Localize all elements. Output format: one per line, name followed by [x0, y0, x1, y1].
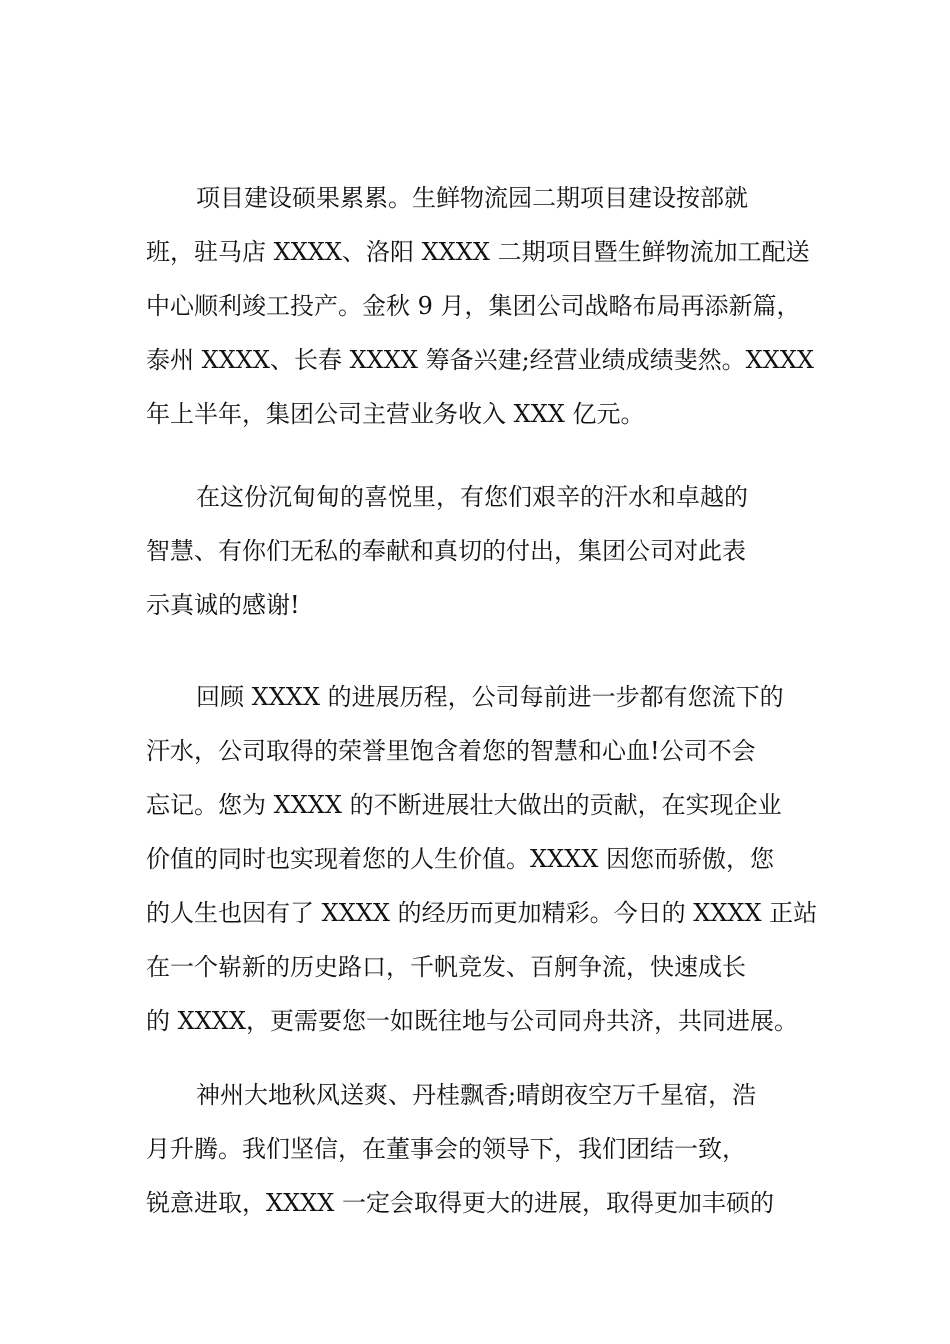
paragraph-line: 中心顺利竣工投产。金秋 9 月，集团公司战略布局再添新篇， — [146, 292, 801, 320]
paragraph-review — [146, 670, 816, 1048]
paragraph-line: 年上半年，集团公司主营业务收入 XXX 亿元。 — [146, 400, 645, 428]
paragraph-line: 锐意进取，XXXX 一定会取得更大的进展，取得更加丰硕的 — [146, 1189, 774, 1217]
paragraph-line: 项目建设硕果累累。生鲜物流园二期项目建设按部就 — [196, 184, 748, 212]
paragraph-line: 的人生也因有了 XXXX 的经历而更加精彩。今日的 XXXX 正站 — [146, 899, 818, 927]
paragraph-thanks — [146, 470, 816, 632]
paragraph-line: 的 XXXX，更需要您一如既往地与公司同舟共济，共同进展。 — [146, 1007, 798, 1035]
paragraph-line: 智慧、有你们无私的奉献和真切的付出，集团公司对此表 — [146, 537, 746, 565]
paragraph-line: 在这份沉甸甸的喜悦里，有您们艰辛的汗水和卓越的 — [196, 483, 748, 511]
paragraph-line: 在一个崭新的历史路口，千帆竞发、百舸争流，快速成长 — [146, 953, 746, 981]
paragraph-line: 神州大地秋风送爽、丹桂飘香;晴朗夜空万千星宿，浩 — [196, 1081, 757, 1109]
paragraph-line: 汗水，公司取得的荣誉里饱含着您的智慧和心血!公司不会 — [146, 737, 756, 765]
paragraph-line: 示真诚的感谢! — [146, 591, 300, 619]
paragraph-line: 泰州 XXXX、长春 XXXX 筹备兴建;经营业绩成绩斐然。XXXX — [146, 346, 815, 374]
paragraph-line: 回顾 XXXX 的进展历程，公司每前进一步都有您流下的 — [196, 683, 784, 711]
paragraph-line: 忘记。您为 XXXX 的不断进展壮大做出的贡献，在实现企业 — [146, 791, 782, 819]
paragraph-outlook — [146, 1068, 816, 1230]
paragraph-line: 价值的同时也实现着您的人生价值。XXXX 因您而骄傲，您 — [146, 845, 774, 873]
paragraph-project-results — [146, 171, 816, 441]
paragraph-line: 班，驻马店 XXXX、洛阳 XXXX 二期项目暨生鲜物流加工配送 — [146, 238, 810, 266]
paragraph-line: 月升腾。我们坚信，在董事会的领导下，我们团结一致， — [146, 1135, 746, 1163]
